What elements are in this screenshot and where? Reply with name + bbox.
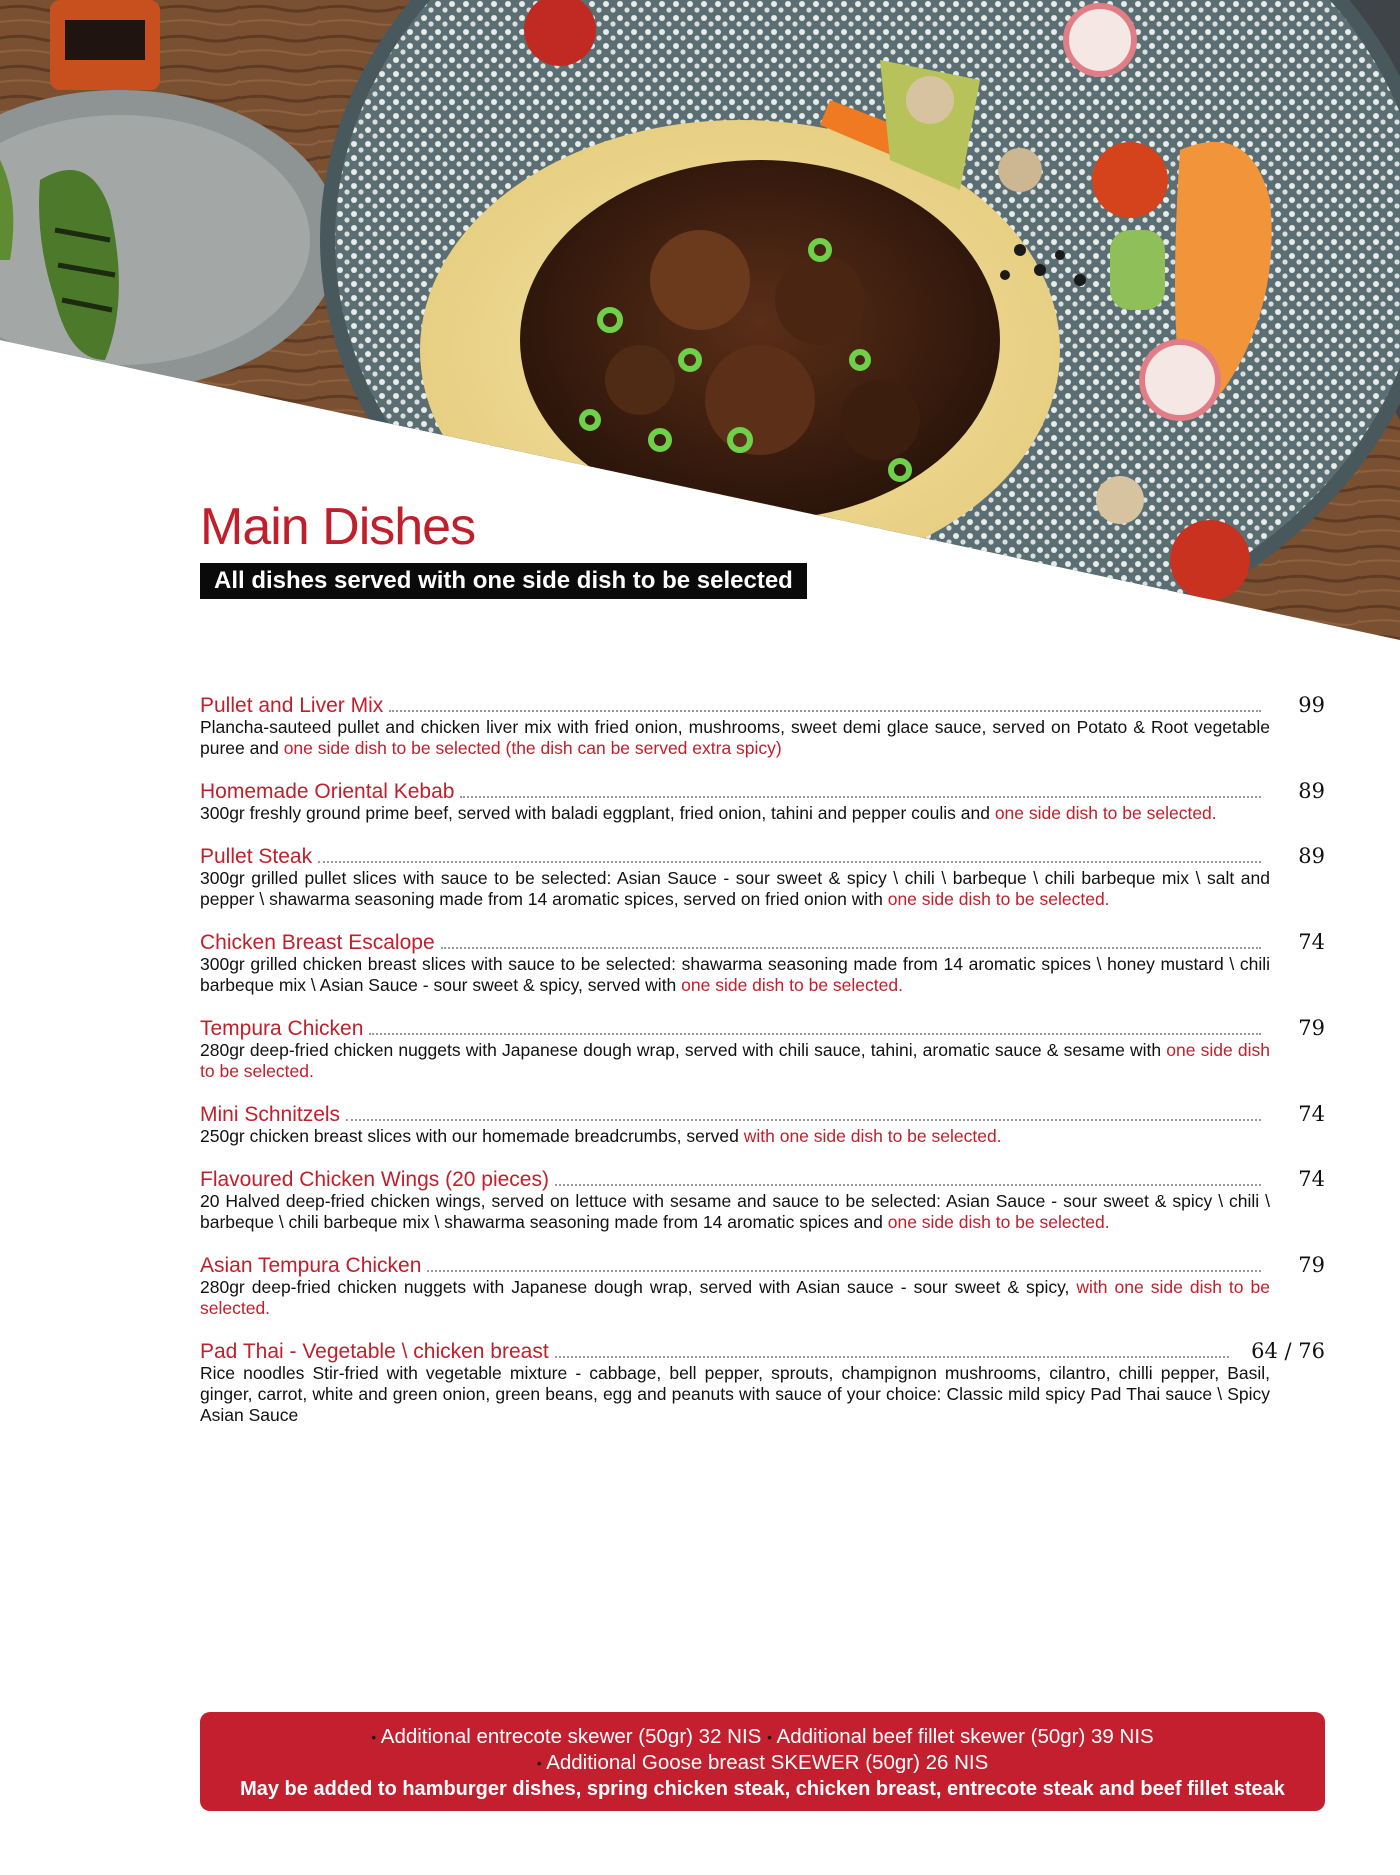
menu-item-header (200, 1167, 1325, 1191)
dish-description (200, 868, 1270, 910)
dot-leader (389, 709, 1261, 712)
dot-leader (369, 1032, 1261, 1035)
menu-item-header (200, 693, 1325, 717)
menu-item (200, 1016, 1325, 1082)
menu-item-header (200, 1102, 1325, 1126)
dot-leader (460, 795, 1261, 798)
dish-description (200, 717, 1270, 759)
addons-note: May be added to hamburger dishes, spring chicken steak, chicken breast, entrecote steak and beef fillet steak (240, 1778, 1285, 1801)
dish-description-text: 20 Halved deep-fried chicken wings, served on lettuce with sesame and sauce to be selected: Asian Sauce - sour sweet & spicy \ chili \ barbeque \ chili barbeque mix \ shawarma seasoning made from 14 aromatic spices and (200, 1191, 1270, 1232)
menu-item (200, 779, 1325, 824)
dish-price: 79 (1298, 1253, 1325, 1277)
dish-side-note: one side dish to be selected (the dish can be served extra spicy) (283, 738, 782, 758)
menu-list (200, 693, 1325, 1446)
menu-item (200, 844, 1325, 910)
menu-item-header (200, 844, 1325, 868)
menu-item (200, 1339, 1325, 1426)
dish-side-note: with one side dish to be selected. (743, 1126, 1002, 1146)
dish-name: Chicken Breast Escalope (200, 931, 435, 954)
menu-item-header (200, 1253, 1325, 1277)
addon-goose-breast-skewer: Additional Goose breast SKEWER (50gr) 26 NIS (546, 1751, 989, 1775)
menu-item-header (200, 1339, 1325, 1363)
dish-side-note: one side dish to be selected. (681, 975, 903, 995)
dish-name: Asian Tempura Chicken (200, 1254, 422, 1277)
bullet-icon: • (536, 1755, 542, 1772)
addons-line-1 (200, 1724, 1325, 1750)
dot-leader (427, 1269, 1261, 1272)
dish-description-text: 300gr grilled pullet slices with sauce to be selected: Asian Sauce - sour sweet & spicy \ chili \ barbeque \ chili barbeque mix \ salt and pepper \ shawarma seasoning made from 14 aromatic spices, served on fried onion with (200, 868, 1270, 909)
menu-item (200, 1253, 1325, 1319)
dish-price: 89 (1298, 844, 1325, 868)
dish-side-note: one side dish to be selected. (887, 889, 1110, 909)
dot-leader (441, 946, 1261, 949)
menu-item-header (200, 779, 1325, 803)
subtitle-banner: All dishes served with one side dish to be selected (200, 563, 807, 599)
dish-side-note: with one side dish to be selected. (200, 1277, 1270, 1318)
dish-description-text: Plancha-sauteed pullet and chicken liver mix with fried onion, mushrooms, sweet demi glace sauce, served on Potato & Root vegetable puree and (200, 717, 1270, 758)
dot-leader (555, 1183, 1261, 1186)
dish-price: 74 (1298, 1167, 1325, 1191)
dish-price: 74 (1298, 1102, 1325, 1126)
dish-description (200, 803, 1270, 824)
dish-name: Mini Schnitzels (200, 1103, 341, 1126)
dish-side-note: one side dish to be selected. (200, 1040, 1270, 1081)
dish-name: Pad Thai - Vegetable \ chicken breast (200, 1340, 549, 1363)
dish-name: Tempura Chicken (200, 1017, 364, 1040)
dot-leader (555, 1355, 1229, 1358)
dish-description-text: 300gr freshly ground prime beef, served with baladi eggplant, fried onion, tahini and pepper coulis and (200, 803, 995, 823)
dish-description (200, 1191, 1270, 1233)
dish-name: Pullet and Liver Mix (200, 694, 384, 717)
menu-item (200, 693, 1325, 759)
dish-description (200, 1363, 1270, 1426)
menu-item-header (200, 930, 1325, 954)
page-title: Main Dishes (200, 498, 476, 556)
dish-name: Homemade Oriental Kebab (200, 780, 455, 803)
addon-entrecote-skewer: Additional entrecote skewer (50gr) 32 NIS (380, 1725, 762, 1748)
bullet-icon: • (371, 1729, 377, 1746)
dish-side-note: one side dish to be selected. (994, 803, 1217, 823)
dish-description (200, 1277, 1270, 1319)
dot-leader (318, 860, 1261, 863)
dish-name: Flavoured Chicken Wings (20 pieces) (200, 1168, 549, 1191)
dish-description-text: 250gr chicken breast slices with our homemade breadcrumbs, served (200, 1126, 744, 1146)
dish-description (200, 954, 1270, 996)
dish-price: 99 (1298, 693, 1325, 717)
dish-description-text: 280gr deep-fried chicken nuggets with Japanese dough wrap, served with chili sauce, tahini, aromatic sauce & sesame with (200, 1040, 1167, 1060)
dish-price: 74 (1298, 930, 1325, 954)
dish-description (200, 1040, 1270, 1082)
bullet-icon: • (767, 1729, 772, 1746)
dish-description-text: 280gr deep-fried chicken nuggets with Japanese dough wrap, served with Asian sauce - sour sweet & spicy, (200, 1277, 1077, 1297)
dish-name: Pullet Steak (200, 845, 313, 868)
menu-item (200, 930, 1325, 996)
dish-price: 64 / 76 (1251, 1339, 1325, 1363)
addons-box (200, 1712, 1325, 1811)
dish-description-text: Rice noodles Stir-fried with vegetable mixture - cabbage, bell pepper, sprouts, champignon mushrooms, cilantro, chilli pepper, Basil, ginger, carrot, white and green onion, green beans, egg and peanuts with sauce of your choice: Classic mild spicy Pad Thai sauce \ Spicy Asian Sauce (200, 1363, 1270, 1425)
menu-item-header (200, 1016, 1325, 1040)
addon-beef-fillet-skewer: Additional beef fillet skewer (50gr) 39 NIS (776, 1725, 1154, 1748)
addons-line-2 (200, 1750, 1325, 1776)
dish-description (200, 1126, 1270, 1147)
dish-side-note: one side dish to be selected. (887, 1212, 1110, 1232)
menu-item (200, 1102, 1325, 1147)
dish-price: 89 (1298, 779, 1325, 803)
dot-leader (346, 1118, 1261, 1121)
menu-item (200, 1167, 1325, 1233)
dish-price: 79 (1298, 1016, 1325, 1040)
dish-description-text: 300gr grilled chicken breast slices with sauce to be selected: shawarma seasoning made from 14 aromatic spices \ honey mustard \ chili barbeque mix \ Asian Sauce - sour sweet & spicy, served with (200, 954, 1270, 995)
